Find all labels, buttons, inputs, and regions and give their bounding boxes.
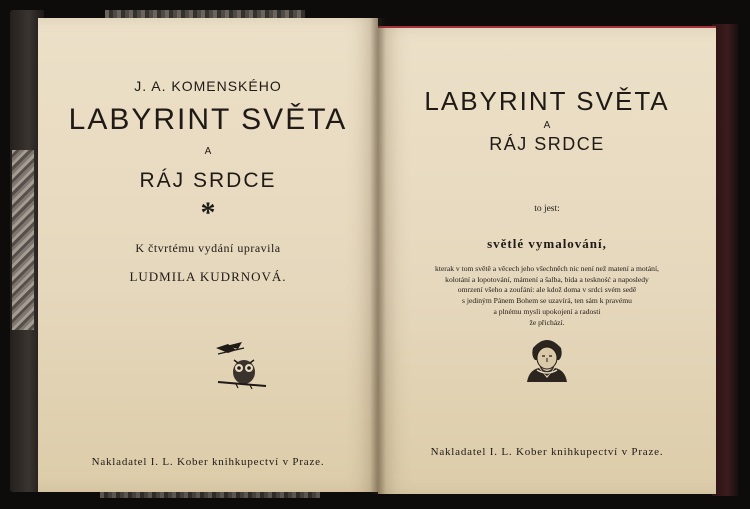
book-gutter <box>370 18 386 494</box>
marbled-endpaper <box>12 150 34 330</box>
publisher-line: Nakladatel I. L. Kober knihkupectví v Praze. <box>430 446 664 458</box>
description-line: že přichází. <box>529 317 565 327</box>
book-subtitle: RÁJ SRDCE <box>139 169 277 192</box>
book-title: LABYRINT SVĚTA <box>424 86 670 116</box>
description-heading: světlé vymalování, <box>487 236 607 251</box>
description-text <box>396 264 698 328</box>
to-jest-label: to jest: <box>534 204 560 214</box>
left-page <box>38 18 378 492</box>
star-ornament: * <box>200 196 216 229</box>
description-line: kolotání a lopotování, mámení a šalba, bída a teskność a naposledy <box>445 274 649 284</box>
right-page <box>378 26 716 494</box>
description-line: kterak v tom světě a věcech jeho všechněch nic není než matení a motání, <box>435 264 659 273</box>
editor-name: LUDMILA KUDRNOVÁ. <box>129 269 287 284</box>
description-line: s jediným Pánem Bohem se uzavírá, ten sám k pravému <box>462 296 632 306</box>
owl-emblem-icon <box>214 340 270 397</box>
book-subtitle: RÁJ SRDCE <box>489 134 605 154</box>
author-portrait-icon <box>523 334 571 389</box>
description-line: a plnému mysli upokojení a radosti <box>493 306 601 316</box>
description-line: omrzení všeho a zoufání: ale kdož doma v srdci svém sedě <box>457 285 637 295</box>
publisher-line: Nakladatel I. L. Kober knihkupectví v Praze. <box>91 456 325 468</box>
title-conjunction: A <box>204 146 212 157</box>
author-name: J. A. KOMENSKÉHO <box>134 78 282 94</box>
edition-note: K čtvrtému vydání upravila <box>135 241 281 255</box>
title-conjunction: A <box>543 120 551 131</box>
book-title: LABYRINT SVĚTA <box>68 103 348 136</box>
